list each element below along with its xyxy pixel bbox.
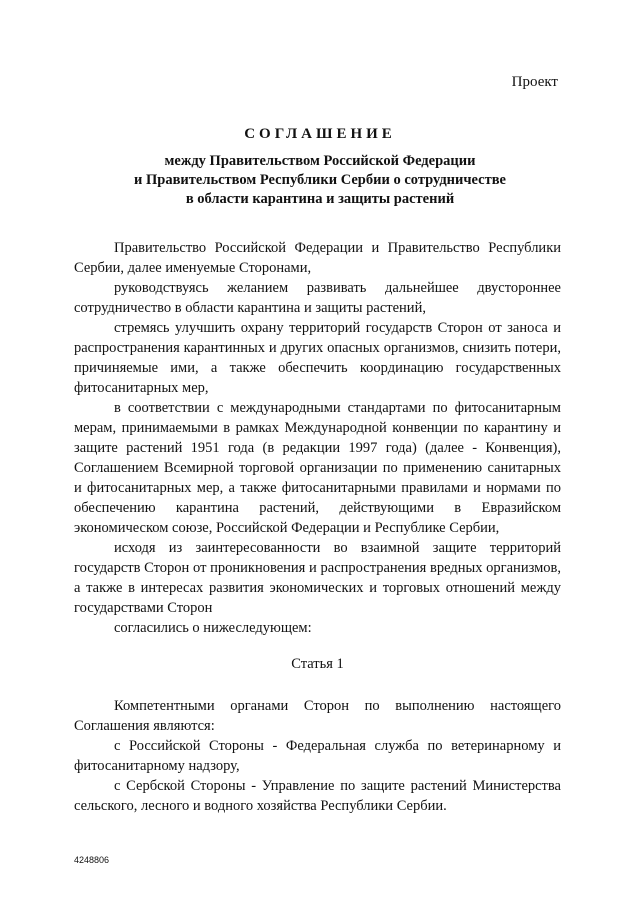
preamble-paragraph: в соответствии с международными стандартами по фитосанитарным мерам, принимаемыми в рамках Международной конвенции по карантину и защите растений 1951 года (в редакции 1997 года) (далее - Конвенция), Соглашением Всемирной торговой организации по применению санитарных и фитосанитарных мер, а также фитосанитарными правилами и нормами по обеспечению карантина растений, действующими в Евразийском экономическом союзе, Российской Федерации и Республике Сербии, <box>74 400 561 536</box>
preamble-paragraph: стремясь улучшить охрану территорий государств Сторон от заноса и распространения карантинных и других опасных организмов, снизить потери, причиняемые ими, а также обеспечить координацию государственных фитосанитарных мер, <box>74 320 561 396</box>
article-paragraph: с Сербской Стороны - Управление по защите растений Министерства сельского, лесного и водного хозяйства Республики Сербии. <box>74 778 561 814</box>
subtitle-line: между Правительством Российской Федерации <box>164 153 476 169</box>
preamble-paragraph: исходя из заинтересованности во взаимной защите территорий государств Сторон от проникновения и распространения вредных организмов, а также в интересах развития экономических и торговых отношений между государствами Сторон <box>74 540 561 616</box>
article-paragraph: Компетентными органами Сторон по выполнению настоящего Соглашения являются: <box>74 698 561 734</box>
preamble-paragraph: руководствуясь желанием развивать дальнейшее двустороннее сотрудничество в области карантина и защиты растений, <box>74 280 561 316</box>
document-title: СОГЛАШЕНИЕ <box>244 126 396 142</box>
subtitle-line: в области карантина и защиты растений <box>185 191 455 207</box>
preamble-paragraph: согласились о нижеследующем: <box>114 620 312 636</box>
subtitle-line: и Правительством Республики Сербии о сотрудничестве <box>134 172 506 188</box>
article-heading: Статья 1 <box>291 656 344 672</box>
document-body <box>74 238 561 816</box>
document-subtitle <box>0 152 640 209</box>
document-code: 4248806 <box>74 855 110 865</box>
project-label: Проект <box>511 74 558 90</box>
preamble-paragraph: Правительство Российской Федерации и Правительство Республики Сербии, далее именуемые Сторонами, <box>74 240 561 276</box>
article-paragraph: с Российской Стороны - Федеральная служба по ветеринарному и фитосанитарному надзору, <box>74 738 561 774</box>
